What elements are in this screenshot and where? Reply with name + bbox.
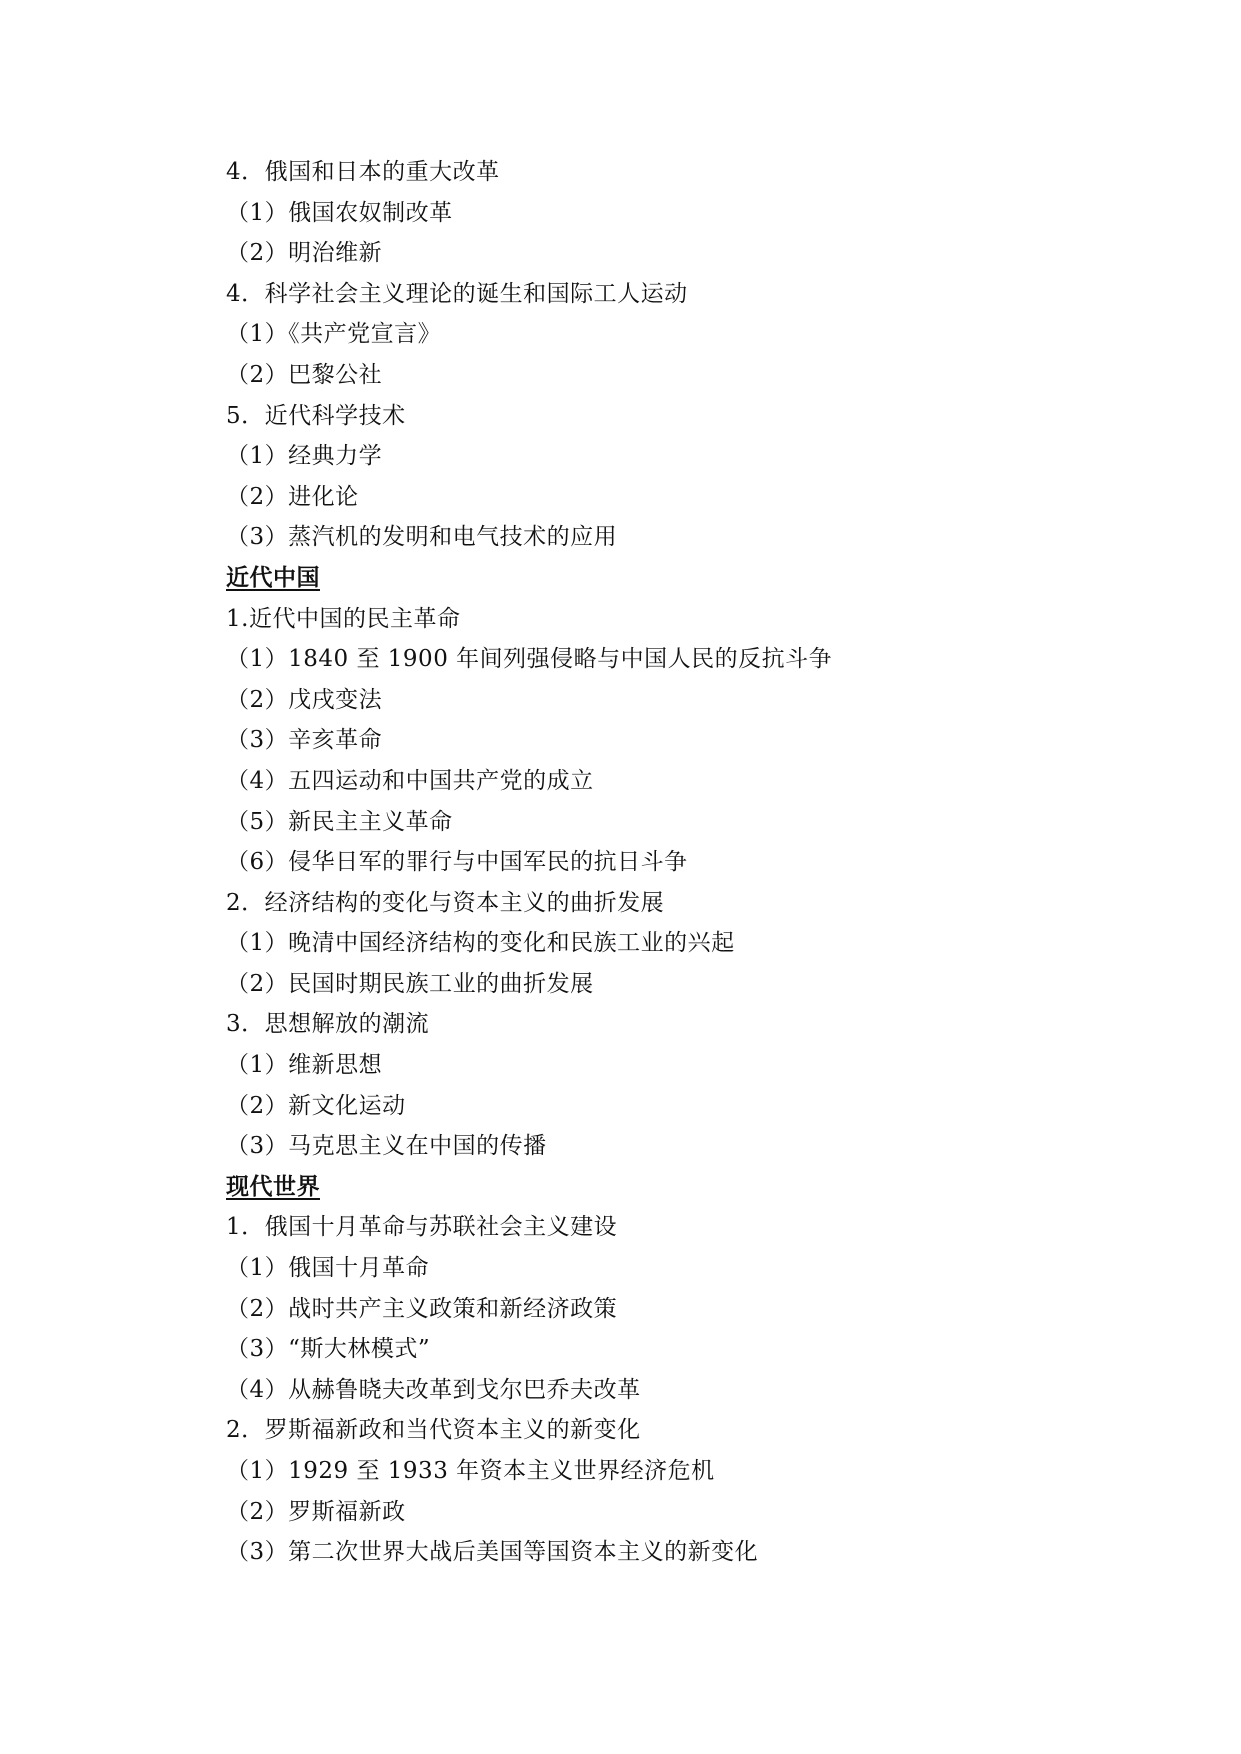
outline-subitem: （1）晚清中国经济结构的变化和民族工业的兴起 [226,930,735,957]
outline-subitem: （2）进化论 [226,483,359,510]
outline-subitem: （4）五四运动和中国共产党的成立 [226,767,594,794]
outline-subitem: （3）辛亥革命 [226,727,383,754]
outline-item: 1．俄国十月革命与苏联社会主义建设 [226,1214,618,1241]
outline-item: 1.近代中国的民主革命 [226,605,461,632]
outline-subitem: （3）“斯大林模式” [226,1336,431,1363]
outline-subitem: （1）俄国十月革命 [226,1255,430,1282]
outline-subitem: （1）1929 至 1933 年资本主义世界经济危机 [226,1458,715,1484]
outline-content [226,152,1126,1573]
outline-subitem: （5）新民主主义革命 [226,808,453,835]
outline-item: 3．思想解放的潮流 [226,1011,430,1038]
outline-subitem: （2）戊戌变法 [226,686,383,713]
outline-subitem: （2）战时共产主义政策和新经济政策 [226,1295,618,1322]
outline-item: 2．罗斯福新政和当代资本主义的新变化 [226,1417,641,1444]
outline-subitem: （1）维新思想 [226,1052,383,1079]
outline-subitem: （3）蒸汽机的发明和电气技术的应用 [226,524,618,551]
outline-subitem: （1）1840 至 1900 年间列强侵略与中国人民的反抗斗争 [226,646,833,673]
outline-subitem: （1）《共产党宣言》 [226,321,442,348]
outline-item: 4．科学社会主义理论的诞生和国际工人运动 [226,280,688,307]
outline-item: 5．近代科学技术 [226,402,406,429]
outline-subitem: （4）从赫鲁晓夫改革到戈尔巴乔夫改革 [226,1376,641,1403]
outline-subitem: （3）马克思主义在中国的传播 [226,1133,547,1160]
outline-item: 2．经济结构的变化与资本主义的曲折发展 [226,889,665,916]
outline-subitem: （1）俄国农奴制改革 [226,199,453,226]
section-heading: 近代中国 [226,564,320,591]
outline-subitem: （3）第二次世界大战后美国等国资本主义的新变化 [226,1539,759,1566]
outline-subitem: （2）罗斯福新政 [226,1498,406,1525]
outline-subitem: （6）侵华日军的罪行与中国军民的抗日斗争 [226,849,688,876]
outline-subitem: （1）经典力学 [226,443,383,470]
outline-subitem: （2）明治维新 [226,240,383,267]
outline-item: 4．俄国和日本的重大改革 [226,159,500,185]
outline-subitem: （2）新文化运动 [226,1092,406,1119]
section-heading: 现代世界 [226,1173,320,1200]
outline-subitem: （2）巴黎公社 [226,361,383,388]
outline-subitem: （2）民国时期民族工业的曲折发展 [226,970,594,997]
